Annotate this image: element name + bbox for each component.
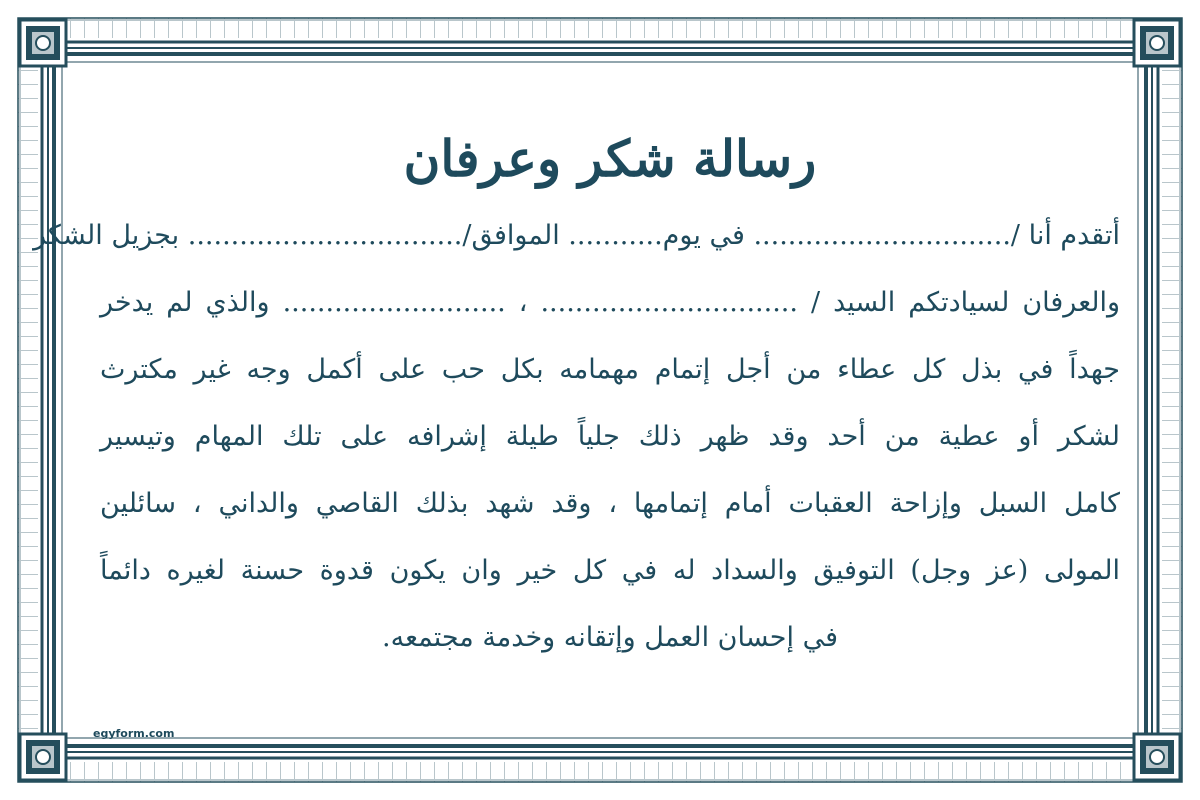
corner-ornament-top-left: [20, 20, 66, 66]
corner-ornament-bottom-left: [20, 734, 66, 780]
corner-ornament-top-right: [1134, 20, 1180, 66]
body-line-2: والعرفان لسيادتكم السيد / .............................. ، .......................... والذي لم يدخر: [100, 287, 1120, 318]
body-line-1: أتقدم أنا /.............................. في يوم........... الموافق/................................ بجزيل الشكر: [33, 220, 1120, 251]
certificate-title: رسالة شكر وعرفان: [403, 129, 817, 188]
body-line-7: في إحسان العمل وإتقانه وخدمة مجتمعه.: [382, 622, 838, 653]
certificate-body: [33, 110, 1130, 710]
body-line-6: المولى (عز وجل) التوفيق والسداد له في كل خير وان يكون قدوة حسنة لغيره دائماً: [100, 555, 1120, 586]
site-watermark: egyform.com: [93, 727, 175, 740]
corner-ornament-bottom-right: [1134, 734, 1180, 780]
body-line-5: كامل السبل وإزاحة العقبات أمام إتمامها ، وقد شهد بذلك القاصي والداني ، سائلين: [100, 488, 1120, 519]
body-line-3: جهداً في بذل كل عطاء من أجل إتمام مهمامه بكل حب على أكمل وجه غير مكترث: [100, 354, 1120, 385]
body-line-4: لشكر أو عطية من أحد وقد ظهر ذلك جلياً طيلة إشرافه على تلك المهام وتيسير: [100, 421, 1120, 452]
